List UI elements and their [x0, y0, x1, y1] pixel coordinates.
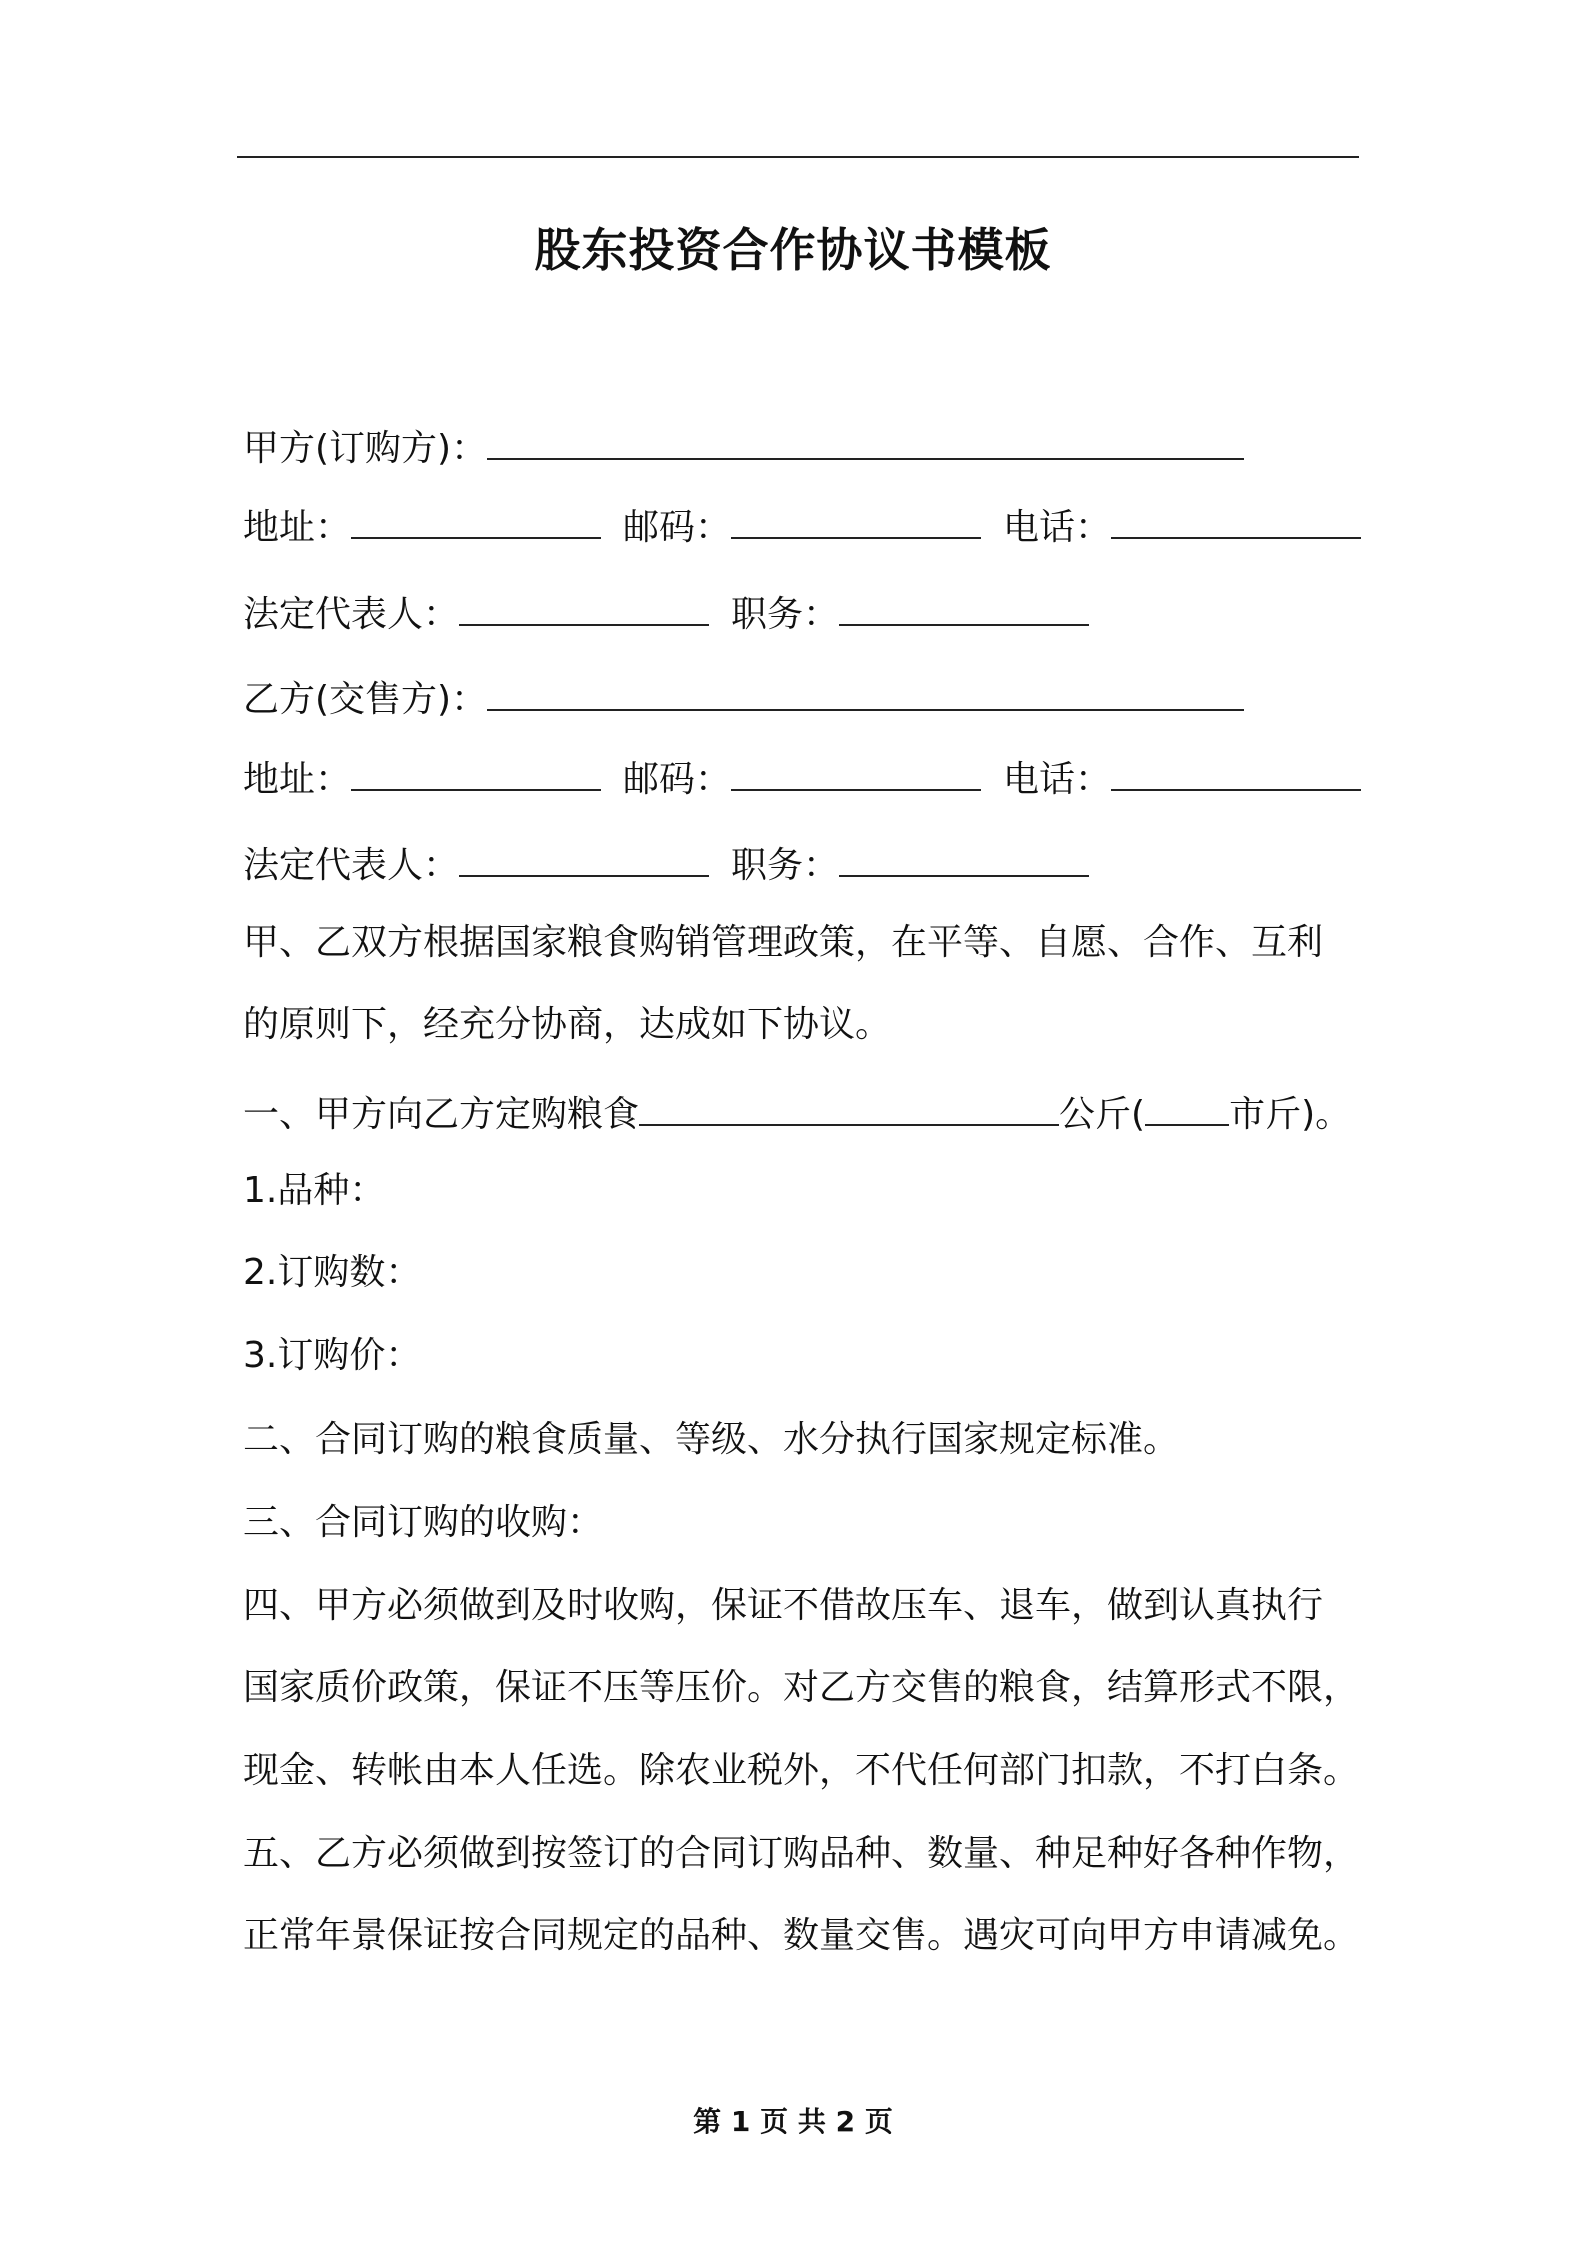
party-b-postcode-blank[interactable] [731, 755, 981, 791]
header-rule [237, 156, 1359, 158]
party-b-row [243, 675, 1359, 718]
party-b-name-blank[interactable] [487, 675, 1244, 711]
party-b-phone-label: 电话： [1003, 759, 1112, 800]
party-b-postcode-label: 邮码： [623, 759, 732, 800]
party-b-label: 乙方(交售方)： [243, 679, 488, 720]
party-a-label: 甲方(订购方)： [243, 428, 488, 469]
party-a-phone-blank[interactable] [1111, 503, 1361, 539]
clause-2: 二、合同订购的粮食质量、等级、水分执行国家规定标准。 [243, 1419, 1180, 1460]
party-b-position-label: 职务： [731, 845, 840, 886]
item-order-quantity: 2.订购数： [243, 1252, 422, 1293]
clause-4-line-3: 现金、转帐由本人任选。除农业税外，不代任何部门扣款，不打白条。 [243, 1750, 1360, 1791]
party-a-phone-label: 电话： [1003, 507, 1112, 548]
clause-4-line-2: 国家质价政策，保证不压等压价。对乙方交售的粮食，结算形式不限， [243, 1667, 1360, 1708]
party-b-address-label: 地址： [243, 759, 352, 800]
party-a-position-label: 职务： [731, 594, 840, 635]
party-b-position-blank[interactable] [839, 841, 1089, 877]
party-a-address-blank[interactable] [351, 503, 601, 539]
party-b-legal-rep-blank[interactable] [459, 841, 709, 877]
party-a-position-blank[interactable] [839, 590, 1089, 626]
party-a-postcode-blank[interactable] [731, 503, 981, 539]
party-a-rep-row [243, 590, 1359, 633]
grain-quantity-blank[interactable] [639, 1090, 1059, 1126]
clause-1-prefix: 一、甲方向乙方定购粮食 [243, 1094, 640, 1135]
party-b-legal-rep-label: 法定代表人： [243, 845, 460, 886]
clause-5-line-2: 正常年景保证按合同规定的品种、数量交售。遇灾可向甲方申请减免。 [243, 1915, 1360, 1956]
clause-4-line-1: 四、甲方必须做到及时收购，保证不借故压车、退车，做到认真执行 [243, 1585, 1324, 1626]
grain-jin-blank[interactable] [1145, 1090, 1229, 1126]
party-a-postcode-label: 邮码： [623, 507, 732, 548]
party-a-legal-rep-label: 法定代表人： [243, 594, 460, 635]
party-a-address-label: 地址： [243, 507, 352, 548]
party-a-contact-row [243, 503, 1359, 546]
clause-1-unit-kg: 公斤( [1059, 1094, 1146, 1135]
clause-1-unit-jin: 市斤)。 [1229, 1094, 1352, 1135]
page-number: 第 1 页 共 2 页 [693, 2105, 893, 2138]
party-b-phone-blank[interactable] [1111, 755, 1361, 791]
party-a-name-blank[interactable] [487, 424, 1244, 460]
clause-5-line-1: 五、乙方必须做到按签订的合同订购品种、数量、种足种好各种作物， [243, 1833, 1360, 1874]
item-variety: 1.品种： [243, 1170, 386, 1211]
party-b-contact-row [243, 755, 1359, 798]
party-a-row [243, 424, 1359, 467]
party-a-legal-rep-blank[interactable] [459, 590, 709, 626]
party-b-address-blank[interactable] [351, 755, 601, 791]
intro-line-2: 的原则下，经充分协商，达成如下协议。 [243, 1004, 892, 1045]
party-b-rep-row [243, 841, 1359, 884]
document-title: 股东投资合作协议书模板 [534, 223, 1052, 277]
item-order-price: 3.订购价： [243, 1335, 422, 1376]
clause-1-row [243, 1090, 1359, 1133]
clause-3: 三、合同订购的收购： [243, 1502, 604, 1543]
intro-line-1: 甲、乙双方根据国家粮食购销管理政策，在平等、自愿、合作、互利 [243, 922, 1324, 963]
